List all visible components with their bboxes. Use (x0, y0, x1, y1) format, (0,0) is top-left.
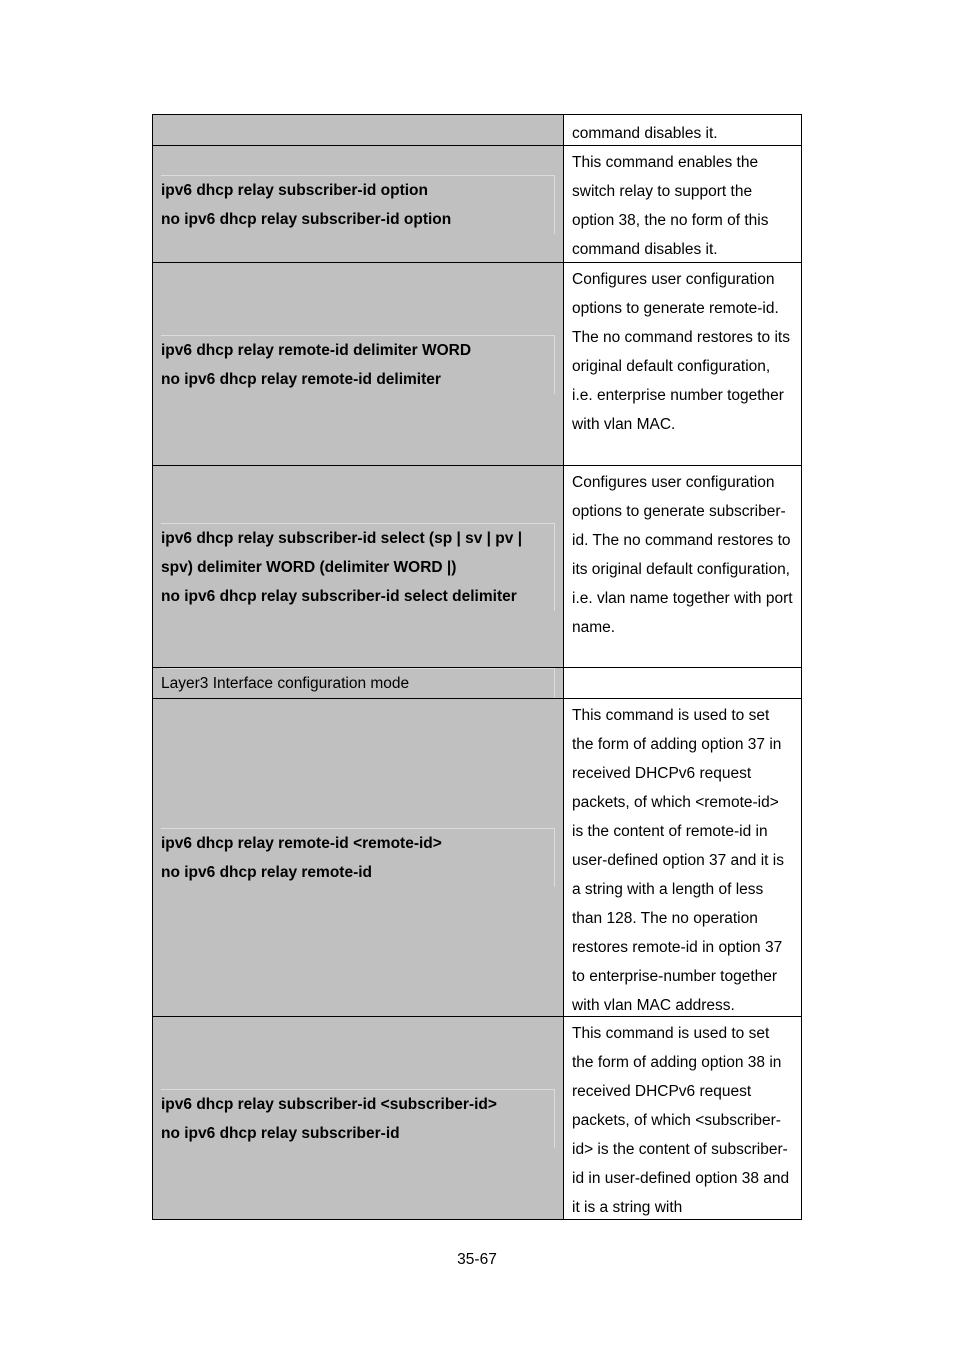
command-cell (152, 115, 564, 145)
command-block (161, 523, 555, 611)
description-cell (564, 115, 802, 145)
description-text: This command is used to set the form of adding option 37 in received DHCPv6 request packets, of which <remote-id> is the content of remote-id in user-defined option 37 and it is a string with a length of less than 128. The no operation restores remote-id in option 37 to enterprise-number together with vlan MAC address. (572, 707, 784, 1014)
table-row (152, 465, 802, 667)
table-row (152, 145, 802, 262)
description-cell (564, 668, 802, 698)
mode-cell (152, 668, 564, 698)
table-row-mode (152, 667, 802, 698)
description-cell (564, 466, 802, 667)
command-cell (152, 466, 564, 667)
command-line: ipv6 dhcp relay subscriber-id <subscriber-id> (161, 1095, 497, 1113)
command-cell (152, 146, 564, 262)
command-cell (152, 1017, 564, 1219)
command-line: ipv6 dhcp relay subscriber-id select (sp | sv | pv | (161, 529, 523, 547)
command-line: ipv6 dhcp relay remote-id <remote-id> (161, 835, 442, 852)
command-line: no ipv6 dhcp relay remote-id (161, 864, 373, 881)
command-table (152, 114, 802, 1220)
command-line: no ipv6 dhcp relay subscriber-id option (161, 210, 452, 228)
command-line: spv) delimiter WORD (delimiter WORD |) (161, 558, 457, 576)
table-row (152, 114, 802, 145)
description-cell (564, 1017, 802, 1219)
description-cell (564, 699, 802, 1016)
description-text: Configures user configuration options to generate remote-id. The no command restores to its original default configuration, i.e. enterprise number together with vlan MAC. (572, 271, 790, 433)
table-row (152, 1016, 802, 1220)
mode-label: Layer3 Interface configuration mode (161, 668, 555, 698)
description-cell (564, 146, 802, 262)
command-line: ipv6 dhcp relay subscriber-id option (161, 181, 428, 199)
command-block (161, 1089, 555, 1148)
command-line: ipv6 dhcp relay remote-id delimiter WORD (161, 341, 472, 359)
command-cell (152, 699, 564, 1016)
page-number: 35-67 (457, 1251, 497, 1268)
command-block (161, 335, 555, 394)
command-line: no ipv6 dhcp relay subscriber-id (161, 1124, 400, 1142)
description-text: This command is used to set the form of adding option 38 in received DHCPv6 request packets, of which <subscriber-id> is the content of subscriber-id in user-defined option 38 and it is a string with (572, 1025, 790, 1216)
description-text: command disables it. (572, 125, 718, 142)
command-block (161, 828, 555, 887)
command-cell (152, 263, 564, 465)
table-row (152, 698, 802, 1016)
table-row (152, 262, 802, 465)
command-line: no ipv6 dhcp relay subscriber-id select delimiter (161, 587, 517, 605)
description-cell (564, 263, 802, 465)
description-text: Configures user configuration options to generate subscriber-id. The no command restores to its original default configuration, i.e. vlan name together with port name. (572, 474, 793, 636)
command-line: no ipv6 dhcp relay remote-id delimiter (161, 370, 441, 388)
command-block (161, 175, 555, 234)
description-text: This command enables the switch relay to support the option 38, the no form of this command disables it. (572, 154, 769, 258)
